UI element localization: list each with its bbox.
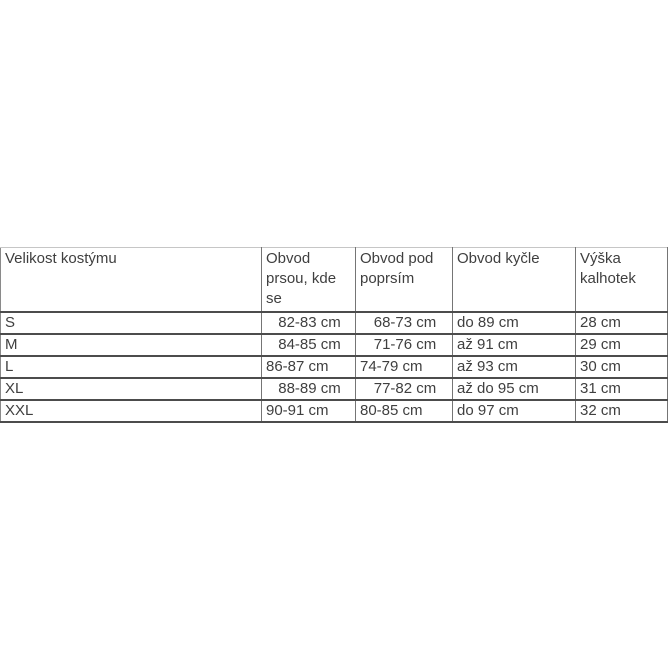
size-chart-table — [0, 247, 668, 423]
cell-brief-height: 31 cm — [576, 378, 668, 400]
cell-underbust: 77-82 cm — [356, 378, 453, 400]
cell-size: XXL — [1, 400, 262, 422]
size-chart-container — [0, 247, 668, 423]
cell-chest: 82-83 cm — [262, 312, 356, 334]
cell-chest: 88-89 cm — [262, 378, 356, 400]
cell-brief-height: 30 cm — [576, 356, 668, 378]
table-row-l — [1, 356, 668, 378]
col-header-brief-height: Výška kalhotek — [576, 248, 668, 313]
cell-size: S — [1, 312, 262, 334]
cell-hips: do 97 cm — [453, 400, 576, 422]
cell-chest: 90-91 cm — [262, 400, 356, 422]
table-row-xxl — [1, 400, 668, 422]
col-header-hips: Obvod kyčle — [453, 248, 576, 313]
header-row — [1, 248, 668, 313]
cell-underbust: 74-79 cm — [356, 356, 453, 378]
cell-underbust: 71-76 cm — [356, 334, 453, 356]
cell-chest: 84-85 cm — [262, 334, 356, 356]
cell-size: M — [1, 334, 262, 356]
cell-hips: až 91 cm — [453, 334, 576, 356]
cell-underbust: 68-73 cm — [356, 312, 453, 334]
cell-brief-height: 32 cm — [576, 400, 668, 422]
col-header-costume-size: Velikost kostýmu — [1, 248, 262, 313]
cell-brief-height: 28 cm — [576, 312, 668, 334]
col-header-underbust: Obvod pod poprsím — [356, 248, 453, 313]
cell-chest: 86-87 cm — [262, 356, 356, 378]
cell-hips: až 93 cm — [453, 356, 576, 378]
cell-size: L — [1, 356, 262, 378]
cell-hips: do 89 cm — [453, 312, 576, 334]
table-row-m — [1, 334, 668, 356]
col-header-chest: Obvod prsou, kde se — [262, 248, 356, 313]
table-row-s — [1, 312, 668, 334]
table-row-xl — [1, 378, 668, 400]
cell-underbust: 80-85 cm — [356, 400, 453, 422]
cell-size: XL — [1, 378, 262, 400]
cell-brief-height: 29 cm — [576, 334, 668, 356]
cell-hips: až do 95 cm — [453, 378, 576, 400]
